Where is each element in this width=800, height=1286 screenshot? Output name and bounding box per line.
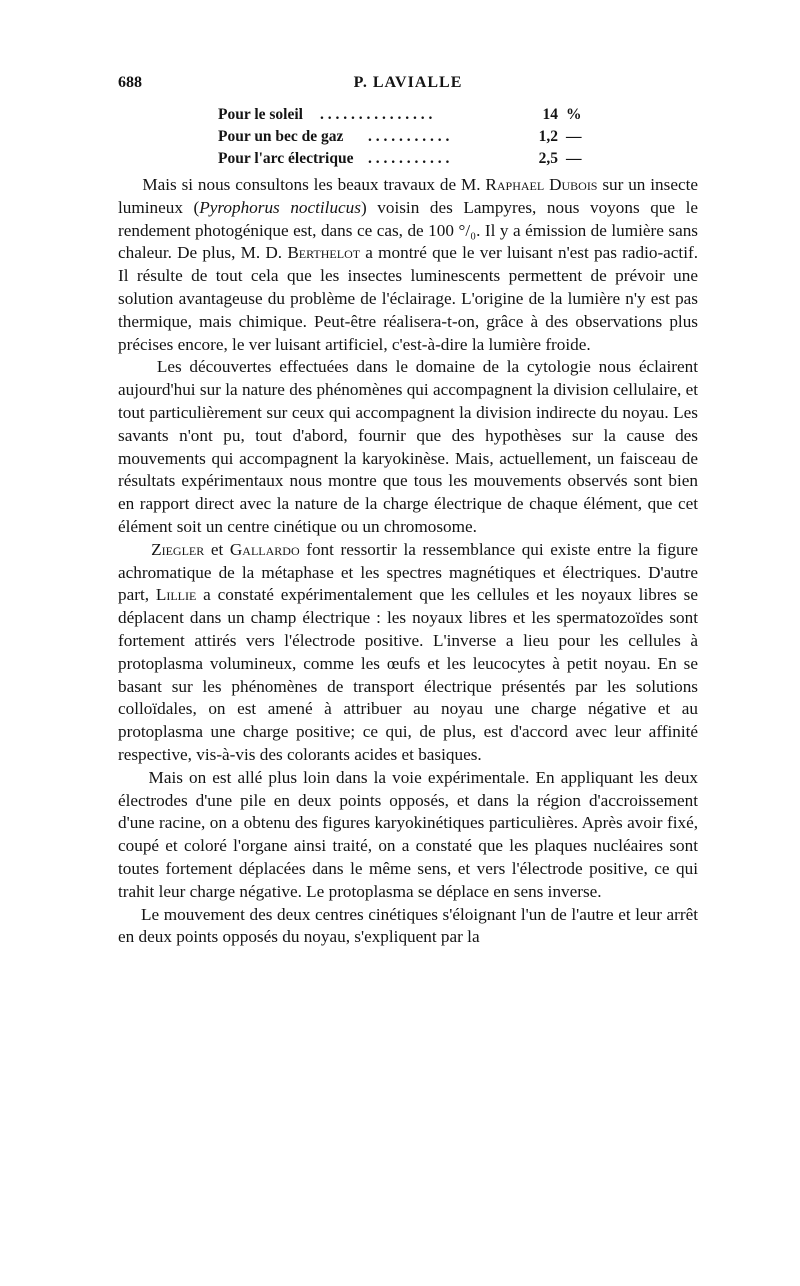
table-row xyxy=(218,104,588,126)
paragraph xyxy=(118,904,698,950)
text-run: sur un insecte lumineux ( xyxy=(118,175,698,217)
species-name: Pyrophorus noctilucus xyxy=(199,197,361,217)
text-run: ) voisin des Lampyres, nous voyons que le rendement photogénique est, dans ce cas, de 100 °/₀. Il y a émission de lumière sans chaleur. De plus, M. D. xyxy=(118,197,698,263)
leader-dots: . . . . . . . . . . . . . . . xyxy=(320,106,433,123)
author-name: Gallardo xyxy=(229,539,300,559)
row-unit: % xyxy=(566,106,582,123)
row-unit: — xyxy=(566,150,582,167)
row-label: Pour un bec de gaz xyxy=(218,128,344,145)
table-row xyxy=(218,148,588,170)
row-value: 14 xyxy=(542,106,558,123)
text-run: et xyxy=(204,539,230,559)
text-run: font ressortir la ressemblance qui existe entre la figure achromatique de la métaphase et les spectres magnétiques et électriques. D'autre part, xyxy=(118,539,698,605)
paragraph xyxy=(118,356,698,538)
body-text xyxy=(118,174,698,949)
author-name: Lillie xyxy=(155,585,197,605)
page-header xyxy=(118,74,698,98)
author-name: Raphael Dubois xyxy=(485,175,598,194)
text-run: a constaté expérimentalement que les cellules et les noyaux libres se déplacent dans un champ électrique : les noyaux libres et les spermatozoïdes sont fortement attirés vers l'électrode positive. L'inverse a lieu pour les cellules à protoplasma volumineux, comme les œufs et les leucocytes à petit noyau. En se basant sur les phénomènes de transport électrique présentés par les solutions colloïdales, on est amené à attribuer au noyau une charge négative et au protoplasma une charge positive; ce qui, de plus, est d'accord avec leur affinité respective, vis-à-vis des colorants acides et basiques. xyxy=(118,585,698,764)
leader-dots: . . . . . . . . . . . xyxy=(368,128,450,145)
efficiency-table xyxy=(218,104,588,170)
row-label: Pour l'arc électrique xyxy=(218,150,354,167)
leader-dots: . . . . . . . . . . . xyxy=(368,150,450,167)
paragraph xyxy=(118,767,698,904)
paragraph xyxy=(118,174,698,356)
row-value: 2,5 xyxy=(538,150,558,167)
row-unit: — xyxy=(566,128,582,145)
row-value: 1,2 xyxy=(538,128,558,145)
text-run: a montré que le ver luisant n'est pas radio-actif. Il résulte de tout cela que les insectes luminescents permettent de prévoir une solution avantageuse du problème de l'éclairage. L'origine de la lumière n'y est pas thermique, mais chimique. Peut-être réalisera-t-on, grâce à des observations plus précises encore, le ver luisant artificiel, c'est-à-dire la lumière froide. xyxy=(118,243,698,354)
table-row xyxy=(218,126,588,148)
text-run: Les découvertes effectuées dans le domaine de la cytologie nous éclairent aujourd'hui sur la nature des phénomènes qui accompagnent la division cellulaire, et tout particulièrement sur ceux qui accompagnent la division indirecte du noyau. Les savants n'ont pu, tout d'abord, fournir que des hypothèses sur la cause des mouvements qui accompagnent la karyokinèse. Mais, actuellement, un faisceau de résultats expérimentaux nous montre que tous les mouvements observés sont bien en rapport direct avec la nature de la charge électrique de chaque élément, que cet élément soit un centre cinétique ou un chromosome. xyxy=(118,357,698,536)
author-name: Ziegler xyxy=(151,539,205,559)
running-title: P. LAVIALLE xyxy=(353,74,463,91)
author-name: Berthelot xyxy=(287,243,361,263)
page-number: 688 xyxy=(118,74,142,91)
text-run: Mais on est allé plus loin dans la voie expérimentale. En appliquant les deux électrodes d'une pile en deux points opposés, et dans la région d'accroissement d'une racine, on a obtenu des figures karyokinétiques particulières. Après avoir fixé, coupé et coloré l'organe ainsi traité, on a constaté que les plaques nucléaires sont toutes fortement déplacées dans le même sens, et vers l'électrode positive, ce qui trahit leur charge négative. Le protoplasma se déplace en sens inverse. xyxy=(118,767,699,901)
row-label: Pour le soleil xyxy=(218,106,303,123)
paragraph xyxy=(118,539,698,767)
text-run: Le mouvement des deux centres cinétiques s'éloignant l'un de l'autre et leur arrêt en deux points opposés du noyau, s'expliquent par la xyxy=(118,904,699,947)
text-run: Mais si nous consultons les beaux travaux de M. xyxy=(142,175,486,194)
